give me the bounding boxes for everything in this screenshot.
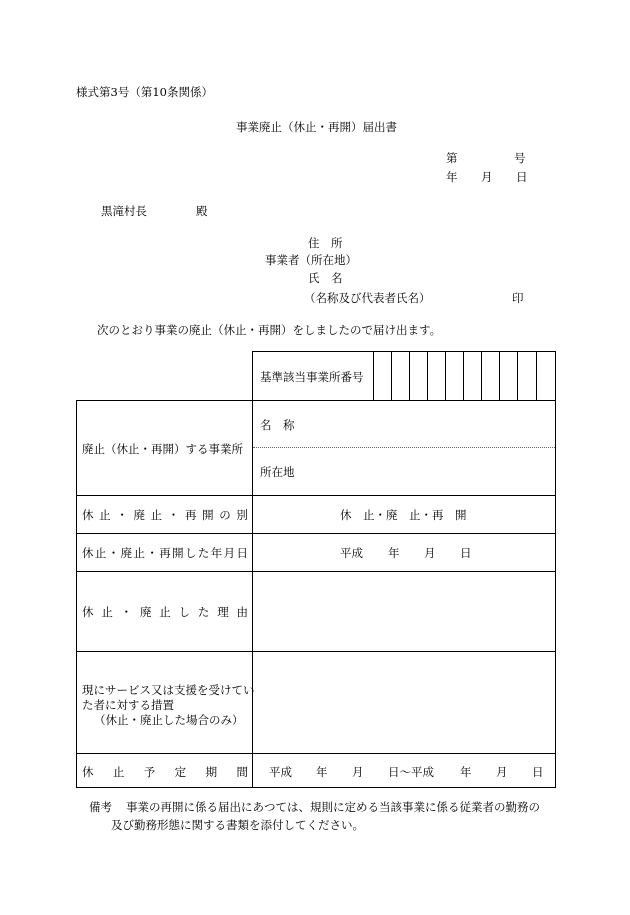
applicant-rep-label: （名称及び代表者氏名） xyxy=(304,291,431,305)
office-name-label: 名 称 xyxy=(260,418,295,432)
table-line xyxy=(76,651,556,652)
table-dashed-line xyxy=(253,447,555,448)
digit-cell-line xyxy=(445,351,446,400)
number-dai: 第 xyxy=(446,151,458,165)
reason-label: 休 止 ・ 廃 止 し た 理 由 xyxy=(82,605,248,619)
type-value: 休 止・廃 止・再 開 xyxy=(340,508,467,522)
note-line1: 事業の再開に係る届出にあつては、規則に定める当該事業に係る従業者の勤務の xyxy=(126,800,540,814)
digit-cell-line xyxy=(391,351,392,400)
table-line xyxy=(252,351,253,787)
period-month-end: 月 xyxy=(496,765,508,779)
addressee-honorific: 殿 xyxy=(196,204,208,218)
digit-cell-line xyxy=(427,351,428,400)
table-line xyxy=(76,571,556,572)
digit-cell-line xyxy=(536,351,537,400)
table-line xyxy=(76,787,556,788)
intro-text: 次のとおり事業の廃止（休止・再開）をしましたので届け出ます。 xyxy=(97,323,442,337)
office-number-label: 基準該当事業所番号 xyxy=(260,370,364,384)
date-value-month: 月 xyxy=(424,546,436,560)
office-address-label: 所在地 xyxy=(260,465,295,479)
period-day-end: 日 xyxy=(532,765,544,779)
digit-cell-line xyxy=(373,351,374,400)
seal-mark: 印 xyxy=(512,291,524,305)
form-number: 様式第3号（第10条関係） xyxy=(76,85,213,99)
digit-cell-line xyxy=(517,351,518,400)
applicant-operator-label: 事業者（所在地） xyxy=(265,253,357,267)
date-value-year: 年 xyxy=(388,546,400,560)
table-line xyxy=(555,351,556,787)
page-title: 事業廃止（休止・再開）届出書 xyxy=(236,120,397,134)
type-label: 休 止 ・ 廃 止 ・ 再 開 の 別 xyxy=(82,508,248,522)
table-line xyxy=(76,533,556,534)
measure-label-line1: 現にサービス又は支援を受けてい xyxy=(82,683,255,697)
table-line xyxy=(76,495,556,496)
period-month-start: 月 xyxy=(352,765,364,779)
period-day-start-era-end: 日～平成 xyxy=(388,765,434,779)
date-value-day: 日 xyxy=(460,546,472,560)
digit-cell-line xyxy=(499,351,500,400)
measure-label-line3: （休止・廃止した場合のみ） xyxy=(94,713,244,727)
date-label: 休 止 ・ 廃 止 ・ 再 開 し た 年 月 日 xyxy=(82,546,248,560)
date-day: 日 xyxy=(516,170,528,184)
date-month: 月 xyxy=(481,170,493,184)
note-line2: 及び勤務形態に関する書類を添付してください。 xyxy=(111,818,364,832)
measure-label-line2: た者に対する措置 xyxy=(82,698,174,712)
addressee-name: 黒滝村長 xyxy=(101,204,147,218)
date-value-era: 平成 xyxy=(340,546,363,560)
number-go: 号 xyxy=(514,151,526,165)
digit-cell-line xyxy=(481,351,482,400)
table-line xyxy=(252,351,555,352)
period-year-start: 年 xyxy=(316,765,328,779)
note-label: 備考 xyxy=(89,800,112,814)
table-line xyxy=(76,753,556,754)
digit-cell-line xyxy=(409,351,410,400)
date-year: 年 xyxy=(446,170,458,184)
period-year-end: 年 xyxy=(460,765,472,779)
applicant-address-label: 住 所 xyxy=(308,236,343,250)
table-line xyxy=(76,400,77,788)
digit-cell-line xyxy=(463,351,464,400)
period-era-start: 平成 xyxy=(269,765,292,779)
period-label: 休 止 予 定 期 間 xyxy=(82,765,248,779)
office-label: 廃止（休止・再開）する事業所 xyxy=(82,442,243,456)
applicant-name-label: 氏 名 xyxy=(308,271,343,285)
table-line xyxy=(76,400,556,401)
